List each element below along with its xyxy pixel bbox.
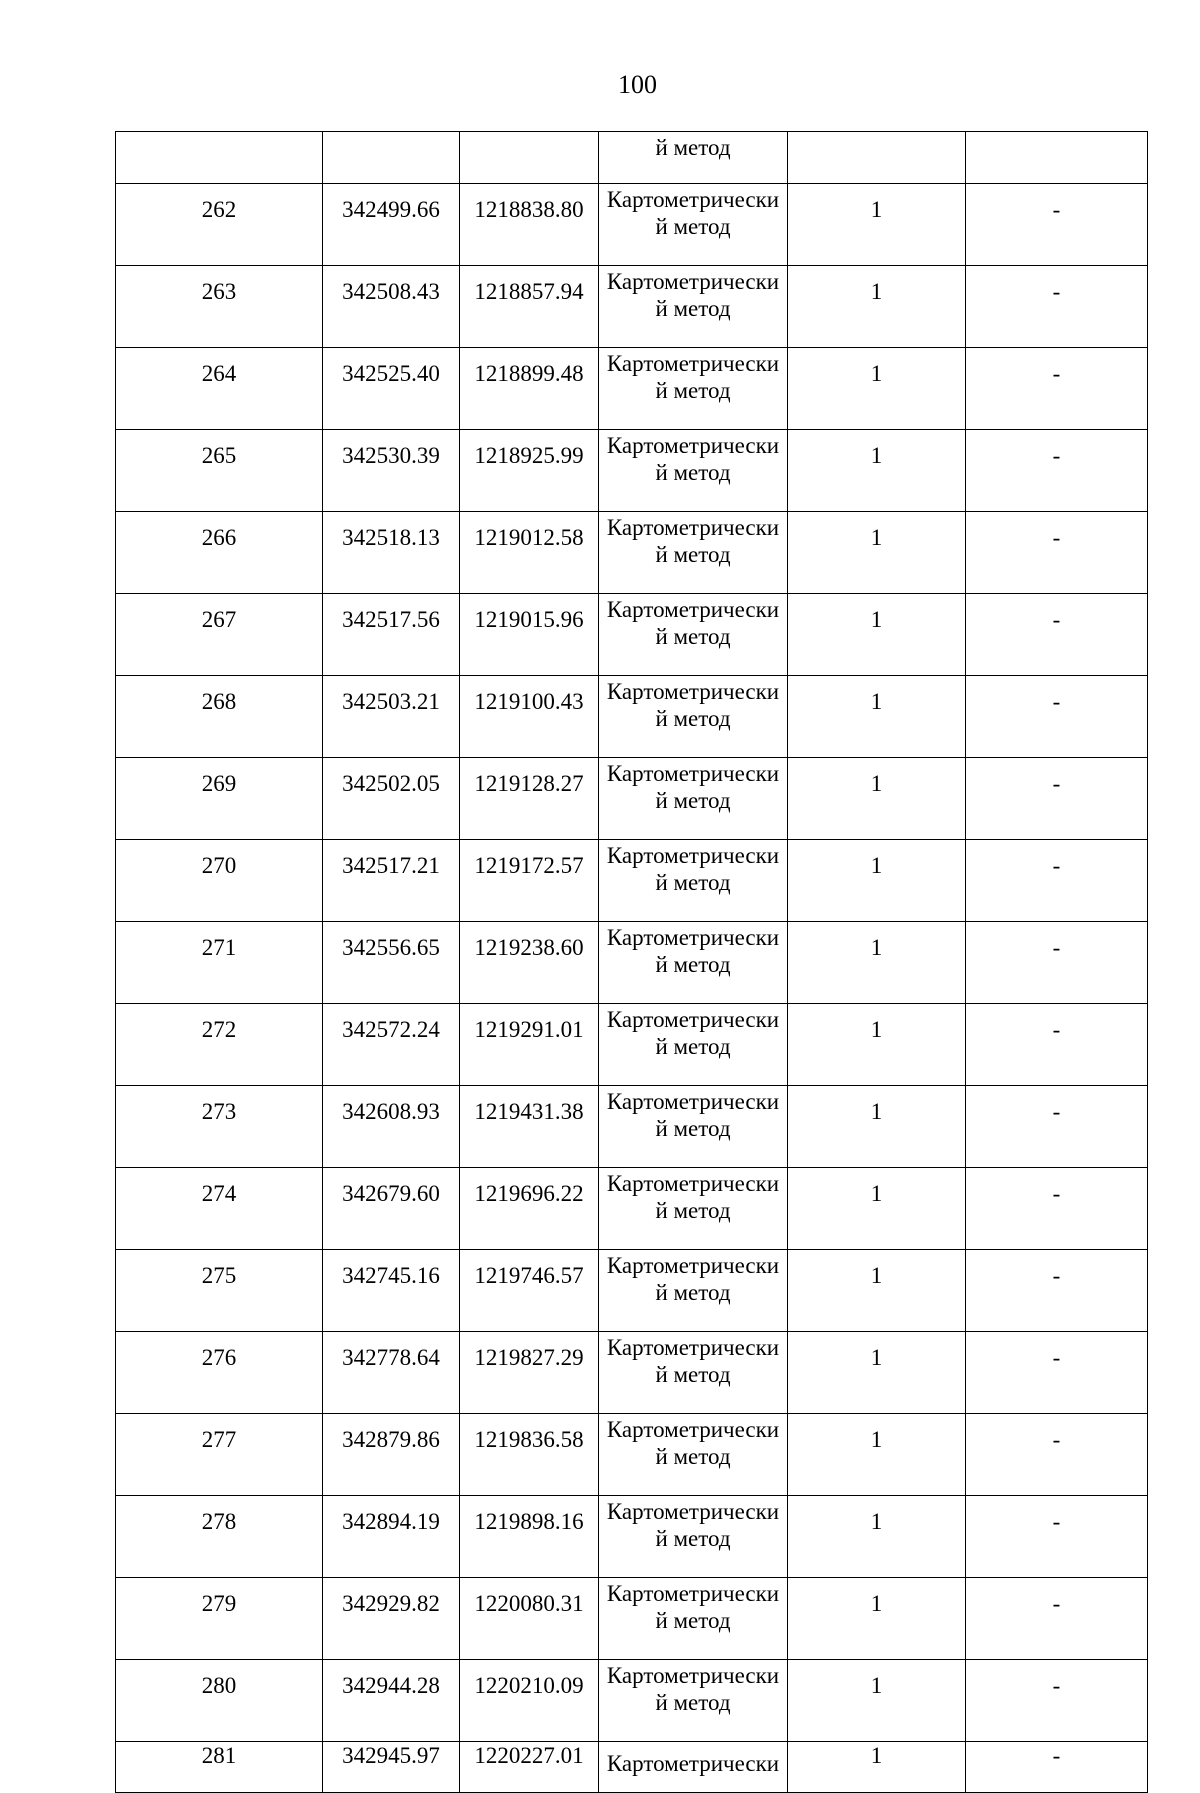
- coordinates-table-body: [116, 132, 1148, 1793]
- table-row-continuation: [116, 132, 1148, 184]
- accuracy-cell: 1: [788, 1578, 966, 1660]
- table-row: [116, 430, 1148, 512]
- x-coordinate-cell: 342525.40: [323, 348, 460, 430]
- point-cell: 277: [116, 1414, 323, 1496]
- point-cell: 272: [116, 1004, 323, 1086]
- accuracy-cell: 1: [788, 1742, 966, 1793]
- x-coordinate-cell: 342679.60: [323, 1168, 460, 1250]
- x-coordinate-cell: 342518.13: [323, 512, 460, 594]
- method-text-line1: Картометрически: [606, 925, 780, 950]
- x-coordinate-cell: 342944.28: [323, 1660, 460, 1742]
- point-cell: 274: [116, 1168, 323, 1250]
- method-text-line2: й метод: [655, 870, 731, 895]
- y-coordinate-cell: 1219015.96: [460, 594, 599, 676]
- y-coordinate-cell: 1218838.80: [460, 184, 599, 266]
- description-cell: -: [966, 1168, 1148, 1250]
- method-text-line2: й метод: [655, 1608, 731, 1633]
- y-coordinate-cell: 1220210.09: [460, 1660, 599, 1742]
- x-coordinate-cell: 342572.24: [323, 1004, 460, 1086]
- accuracy-cell: 1: [788, 348, 966, 430]
- method-text-line2: й метод: [655, 1526, 731, 1551]
- y-coordinate-cell: 1219291.01: [460, 1004, 599, 1086]
- x-coordinate-cell: 342503.21: [323, 676, 460, 758]
- method-cell: [599, 512, 788, 594]
- point-cell: 270: [116, 840, 323, 922]
- accuracy-cell: 1: [788, 1250, 966, 1332]
- method-text-line2: й метод: [655, 624, 731, 649]
- y-coordinate-cell: 1219128.27: [460, 758, 599, 840]
- y-coordinate-cell: 1218857.94: [460, 266, 599, 348]
- method-text-line1: Картометрически: [606, 269, 780, 294]
- point-cell: 275: [116, 1250, 323, 1332]
- method-text-line1: Картометрически: [606, 515, 780, 540]
- x-coordinate-cell: 342530.39: [323, 430, 460, 512]
- accuracy-cell: 1: [788, 1660, 966, 1742]
- x-coordinate-cell: 342745.16: [323, 1250, 460, 1332]
- table-row: [116, 512, 1148, 594]
- table-row: [116, 594, 1148, 676]
- x-coordinate-cell: 342502.05: [323, 758, 460, 840]
- y-coordinate-cell: 1219431.38: [460, 1086, 599, 1168]
- method-text-line1: Картометрически: [606, 1417, 780, 1442]
- method-text-line2: й метод: [655, 1034, 731, 1059]
- y-coordinate-cell: 1219827.29: [460, 1332, 599, 1414]
- y-coordinate-cell: 1219836.58: [460, 1414, 599, 1496]
- y-coordinate-cell: 1219746.57: [460, 1250, 599, 1332]
- method-text-line2: й метод: [655, 378, 731, 403]
- y-coordinate-cell: 1220080.31: [460, 1578, 599, 1660]
- accuracy-cell: 1: [788, 512, 966, 594]
- point-cell: 281: [116, 1742, 323, 1793]
- table-row: [116, 266, 1148, 348]
- point-cell: 268: [116, 676, 323, 758]
- table-row: [116, 1578, 1148, 1660]
- method-text-line1: Картометрически: [606, 1499, 780, 1524]
- accuracy-cell: 1: [788, 676, 966, 758]
- table-row: [116, 1660, 1148, 1742]
- method-cell: [599, 676, 788, 758]
- x-coordinate-cell: 342517.56: [323, 594, 460, 676]
- table-row: [116, 1742, 1148, 1793]
- point-cell: 262: [116, 184, 323, 266]
- method-text-line1: Картометрически: [606, 351, 780, 376]
- method-text-line2: й метод: [655, 1362, 731, 1387]
- accuracy-cell: 1: [788, 1414, 966, 1496]
- point-cell: 271: [116, 922, 323, 1004]
- table-row: [116, 1496, 1148, 1578]
- description-cell: -: [966, 266, 1148, 348]
- table-row: [116, 676, 1148, 758]
- method-text-line2: й метод: [655, 460, 731, 485]
- x-coordinate-cell: 342556.65: [323, 922, 460, 1004]
- method-text-line2: й метод: [655, 135, 731, 160]
- method-cell: [599, 1496, 788, 1578]
- accuracy-cell: 1: [788, 758, 966, 840]
- description-cell: -: [966, 1578, 1148, 1660]
- method-cell: [599, 266, 788, 348]
- x-coordinate-cell: 342929.82: [323, 1578, 460, 1660]
- description-cell: -: [966, 676, 1148, 758]
- method-text-line1: Картометрически: [606, 1581, 780, 1606]
- x-coordinate-cell: 342879.86: [323, 1414, 460, 1496]
- y-coordinate-cell: 1218925.99: [460, 430, 599, 512]
- description-cell: -: [966, 594, 1148, 676]
- x-coordinate-cell: 342778.64: [323, 1332, 460, 1414]
- accuracy-cell: 1: [788, 266, 966, 348]
- table-row: [116, 1414, 1148, 1496]
- method-text-line1: Картометрически: [606, 187, 780, 212]
- table-row: [116, 758, 1148, 840]
- description-cell: -: [966, 1742, 1148, 1793]
- point-cell: 264: [116, 348, 323, 430]
- method-text-line1: Картометрически: [606, 1089, 780, 1114]
- y-coordinate-cell: 1220227.01: [460, 1742, 599, 1793]
- method-cell: [599, 184, 788, 266]
- accuracy-cell: [788, 132, 966, 184]
- method-cell: [599, 1742, 788, 1793]
- method-text-line1: Картометрически: [606, 1663, 780, 1688]
- method-cell: [599, 758, 788, 840]
- description-cell: -: [966, 1332, 1148, 1414]
- y-coordinate-cell: 1219172.57: [460, 840, 599, 922]
- x-coordinate-cell: [323, 132, 460, 184]
- point-cell: 278: [116, 1496, 323, 1578]
- method-cell: [599, 1332, 788, 1414]
- point-cell: 265: [116, 430, 323, 512]
- x-coordinate-cell: 342508.43: [323, 266, 460, 348]
- y-coordinate-cell: 1219238.60: [460, 922, 599, 1004]
- accuracy-cell: 1: [788, 840, 966, 922]
- x-coordinate-cell: 342945.97: [323, 1742, 460, 1793]
- table-row: [116, 1168, 1148, 1250]
- table-row: [116, 840, 1148, 922]
- point-cell: 273: [116, 1086, 323, 1168]
- point-cell: 267: [116, 594, 323, 676]
- y-coordinate-cell: 1219898.16: [460, 1496, 599, 1578]
- method-text-line1: Картометрически: [606, 1335, 780, 1360]
- y-coordinate-cell: 1219696.22: [460, 1168, 599, 1250]
- point-cell: 280: [116, 1660, 323, 1742]
- table-row: [116, 922, 1148, 1004]
- point-cell: 279: [116, 1578, 323, 1660]
- method-cell: [599, 922, 788, 1004]
- description-cell: -: [966, 922, 1148, 1004]
- x-coordinate-cell: 342608.93: [323, 1086, 460, 1168]
- method-cell: [599, 1250, 788, 1332]
- method-text-line1: Картометрически: [606, 1171, 780, 1196]
- accuracy-cell: 1: [788, 922, 966, 1004]
- method-cell: [599, 840, 788, 922]
- method-cell: [599, 1578, 788, 1660]
- description-cell: -: [966, 430, 1148, 512]
- method-text-line2: й метод: [655, 542, 731, 567]
- y-coordinate-cell: 1218899.48: [460, 348, 599, 430]
- method-cell: [599, 1086, 788, 1168]
- accuracy-cell: 1: [788, 1332, 966, 1414]
- coordinates-table: [115, 131, 1148, 1793]
- method-text-line1: Картометрически: [606, 843, 780, 868]
- method-text-line2: й метод: [655, 788, 731, 813]
- table-row: [116, 184, 1148, 266]
- description-cell: -: [966, 512, 1148, 594]
- method-cell: [599, 1004, 788, 1086]
- method-cell: [599, 1414, 788, 1496]
- accuracy-cell: 1: [788, 430, 966, 512]
- y-coordinate-cell: [460, 132, 599, 184]
- description-cell: -: [966, 348, 1148, 430]
- method-text-line2: й метод: [655, 706, 731, 731]
- table-row: [116, 1086, 1148, 1168]
- accuracy-cell: 1: [788, 594, 966, 676]
- method-text-line1: Картометрически: [606, 433, 780, 458]
- x-coordinate-cell: 342894.19: [323, 1496, 460, 1578]
- method-text-line2: й метод: [655, 1690, 731, 1715]
- method-cell: [599, 1660, 788, 1742]
- method-text-line1: Картометрически: [606, 761, 780, 786]
- description-cell: -: [966, 1496, 1148, 1578]
- accuracy-cell: 1: [788, 184, 966, 266]
- description-cell: -: [966, 1660, 1148, 1742]
- method-text-line2: й метод: [655, 952, 731, 977]
- description-cell: -: [966, 1086, 1148, 1168]
- x-coordinate-cell: 342517.21: [323, 840, 460, 922]
- method-cell: [599, 132, 788, 184]
- page-number: 100: [618, 70, 657, 99]
- accuracy-cell: 1: [788, 1004, 966, 1086]
- point-cell: 263: [116, 266, 323, 348]
- method-text-line2: й метод: [655, 1198, 731, 1223]
- method-cell: [599, 1168, 788, 1250]
- method-text-line2: й метод: [655, 1280, 731, 1305]
- description-cell: -: [966, 184, 1148, 266]
- method-cell: [599, 594, 788, 676]
- description-cell: -: [966, 1250, 1148, 1332]
- table-row: [116, 348, 1148, 430]
- method-text-line2: й метод: [655, 296, 731, 321]
- y-coordinate-cell: 1219100.43: [460, 676, 599, 758]
- description-cell: -: [966, 758, 1148, 840]
- method-text-line2: й метод: [655, 1116, 731, 1141]
- point-cell: 269: [116, 758, 323, 840]
- point-cell: 276: [116, 1332, 323, 1414]
- method-text-line1: Картометрически: [606, 597, 780, 622]
- accuracy-cell: 1: [788, 1168, 966, 1250]
- point-cell: [116, 132, 323, 184]
- method-cell: [599, 348, 788, 430]
- y-coordinate-cell: 1219012.58: [460, 512, 599, 594]
- method-text-line1: Картометрически: [606, 1751, 780, 1776]
- description-cell: -: [966, 1004, 1148, 1086]
- point-cell: 266: [116, 512, 323, 594]
- method-text-line1: Картометрически: [606, 679, 780, 704]
- method-cell: [599, 430, 788, 512]
- description-cell: -: [966, 1414, 1148, 1496]
- method-text-line2: й метод: [655, 1444, 731, 1469]
- method-text-line1: Картометрически: [606, 1007, 780, 1032]
- accuracy-cell: 1: [788, 1086, 966, 1168]
- method-text-line1: Картометрически: [606, 1253, 780, 1278]
- description-cell: [966, 132, 1148, 184]
- description-cell: -: [966, 840, 1148, 922]
- x-coordinate-cell: 342499.66: [323, 184, 460, 266]
- method-text-line2: й метод: [655, 214, 731, 239]
- table-row: [116, 1250, 1148, 1332]
- accuracy-cell: 1: [788, 1496, 966, 1578]
- table-row: [116, 1332, 1148, 1414]
- table-row: [116, 1004, 1148, 1086]
